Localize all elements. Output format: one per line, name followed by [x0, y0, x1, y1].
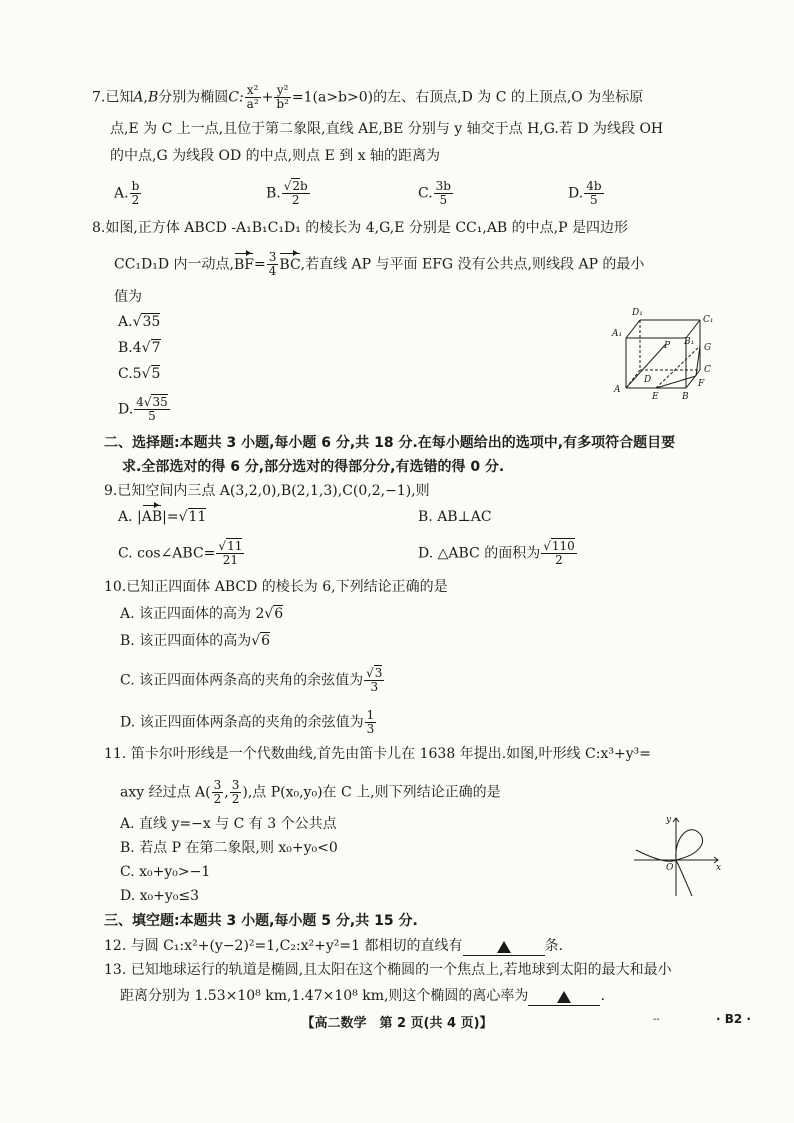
q11-option-a: A. 直线 y=−x 与 C 有 3 个公共点: [120, 816, 337, 832]
vector-bc: BC: [279, 256, 301, 273]
q8-line1: 8.如图,正方体 ABCD -A₁B₁C₁D₁ 的棱长为 4,G,E 分别是 CC₁,AB 的中点,P 是四边形: [92, 220, 628, 236]
q8-option-c: C.5√5: [118, 366, 161, 382]
q7-line2: 点,E 为 C 上一点,且位于第二象限,直线 AE,BE 分别与 y 轴交于点 H,G.若 D 为线段 OH: [110, 121, 664, 137]
q9-option-a: A. |AB|=√11: [118, 509, 207, 525]
label-a: A: [614, 385, 621, 395]
q10-option-b: B. 该正四面体的高为√6: [120, 633, 271, 649]
section3-header: 三、填空题:本题共 3 小题,每小题 5 分,共 15 分.: [104, 913, 418, 929]
page-footer: 【高二数学 第 2 页(共 4 页)】: [301, 1016, 493, 1031]
label-e: E: [652, 392, 659, 402]
paper-code: · B2 ·: [716, 1012, 751, 1026]
q10-option-c: C. 该正四面体两条高的夹角的余弦值为 $\frac{√3}{3}$: [120, 666, 383, 694]
q11-option-c: C. x₀+y₀>−1: [120, 864, 211, 880]
answer-blank-q12: [463, 939, 545, 956]
q11-option-d: D. x₀+y₀≤3: [120, 888, 200, 904]
label-p: P: [664, 341, 671, 351]
q7-line3: 的中点,G 为线段 OD 的中点,则点 E 到 x 轴的距离为: [110, 148, 441, 164]
q9-option-d: D. △ABC 的面积为 $\frac{√110}{2}$: [418, 539, 575, 567]
q9-option-b: B. AB⊥AC: [418, 509, 492, 525]
label-c1: C₁: [703, 315, 714, 325]
q13-line1: 13. 已知地球运行的轨道是椭圆,且太阳在这个椭圆的一个焦点上,若地球到太阳的最大和最小: [104, 962, 672, 978]
folium-figure: [630, 812, 726, 898]
q9-option-c: C. cos∠ABC= $\frac{√11}{21}$: [118, 539, 243, 567]
q7-option-d: D. $\frac{4b}{5}$: [568, 179, 602, 207]
section2-header-line1: 二、选择题:本题共 3 小题,每小题 6 分,共 18 分.在每小题给出的选项中,有多项符合题目要: [104, 435, 676, 451]
q7-frac-x: $\frac{\text{x²}}{\text{a²}}$: [246, 83, 259, 111]
label-b1: B₁: [684, 337, 695, 347]
q7-option-a: A. $\frac{b}{2}$: [114, 179, 140, 207]
q11-option-b: B. 若点 P 在第二象限,则 x₀+y₀<0: [120, 840, 338, 856]
folium-axis-y: y: [666, 815, 672, 825]
q11-line1: 11. 笛卡尔叶形线是一个代数曲线,首先由笛卡儿在 1638 年提出.如图,叶形线 C:x³+y³=: [104, 746, 651, 762]
vector-bf: BF: [234, 256, 255, 273]
q9-stem: 9.已知空间内三点 A(3,2,0),B(2,1,3),C(0,2,−1),则: [104, 483, 430, 499]
folium-origin: O: [666, 863, 674, 873]
q10-option-a: A. 该正四面体的高为 2√6: [120, 606, 284, 622]
q7-option-b: B. $\frac{√2b}{2}$: [266, 179, 308, 207]
triangle-icon: [497, 941, 511, 953]
q7-option-c: C. $\frac{3b}{5}$: [418, 179, 451, 207]
label-a1: A₁: [612, 329, 623, 339]
cube-figure: [610, 306, 720, 406]
q8-option-d: D. $\frac{4√35}{5}$: [118, 395, 168, 423]
q10-option-d: D. 该正四面体两条高的夹角的余弦值为 $\frac{1}{3}$: [120, 708, 375, 736]
section2-header-line2: 求.全部选对的得 6 分,部分选对的得部分分,有选错的得 0 分.: [122, 459, 505, 475]
label-g: G: [704, 343, 712, 353]
q7-frac-y: $\frac{\text{y²}}{\text{b²}}$: [276, 83, 289, 111]
q11-line2: axy 经过点 A( $\frac{3}{2}$ , $\frac{3}{2}$ ),点 P(x₀,y₀)在 C 上,则下列结论正确的是: [120, 778, 501, 806]
q8-option-b: B.4√7: [118, 340, 161, 356]
label-c: C: [704, 365, 711, 375]
q7-line1: 7.已知A,B分别为椭圆C: $\frac{\text{x²}}{\text{a²}}$ + $\frac{\text{y²}}{\text{b²}}$ =1(a>b>0)的左、右顶点,D 为 C 的上顶点,O 为坐标原: [92, 83, 644, 111]
footer-dash: --: [653, 1014, 660, 1025]
q8-option-a: A.√35: [118, 314, 161, 330]
label-d: D: [644, 375, 652, 385]
q13-line2: 距离分别为 1.53×10⁸ km,1.47×10⁸ km,则这个椭圆的离心率为 .: [120, 988, 605, 1004]
q8-line2: CC₁D₁D 内一动点,BF= $\frac{3}{4}$ BC,若直线 AP 与平面 EFG 没有公共点,则线段 AP 的最小: [114, 250, 645, 278]
label-d1: D₁: [632, 308, 643, 318]
q12-line: 12. 与圆 C₁:x²+(y−2)²=1,C₂:x²+y²=1 都相切的直线有 条.: [104, 938, 563, 954]
triangle-icon: [557, 991, 571, 1003]
label-b: B: [682, 392, 689, 402]
q8-line3: 值为: [114, 289, 142, 305]
answer-blank-q13: [528, 989, 600, 1006]
q10-stem: 10.已知正四面体 ABCD 的棱长为 6,下列结论正确的是: [104, 579, 448, 595]
label-f: F: [698, 379, 705, 389]
folium-axis-x: x: [716, 863, 722, 873]
